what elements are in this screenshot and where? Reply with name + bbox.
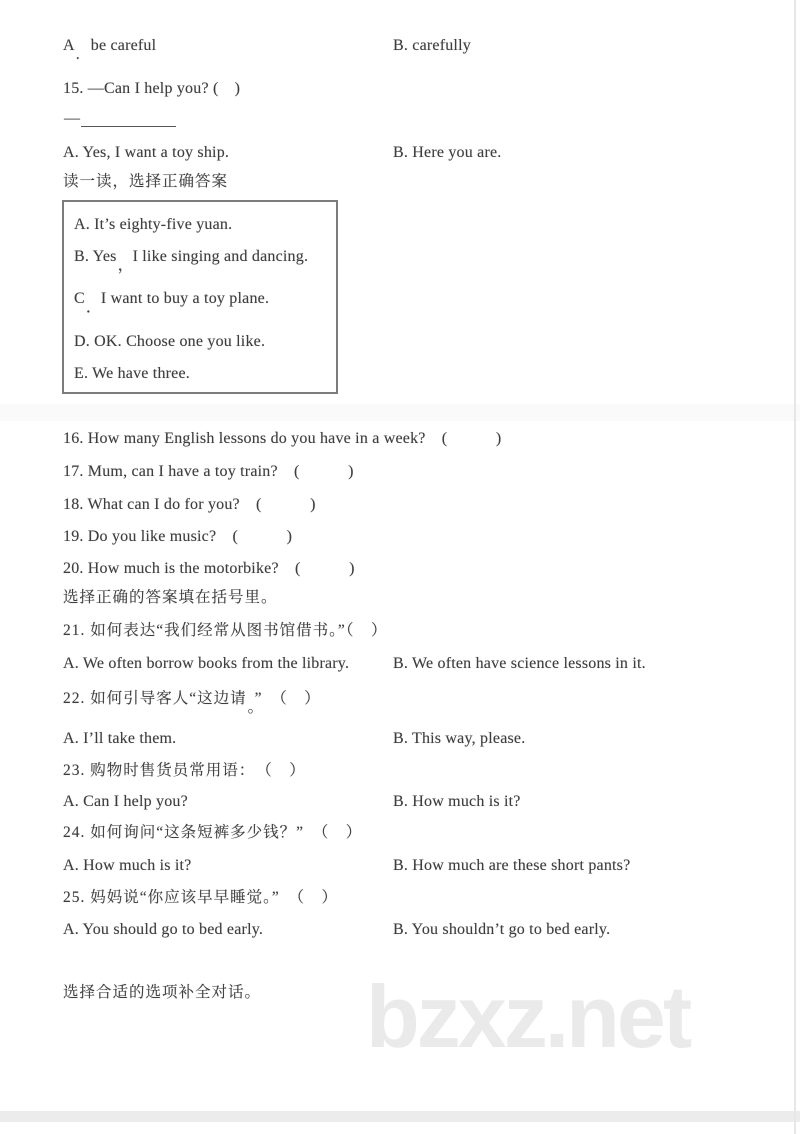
- option-23-a: A. Can I help you?: [63, 793, 188, 810]
- question-15-answer-blank: [64, 109, 176, 128]
- instruction-fill-bracket: 选择正确的答案填在括号里。: [63, 589, 278, 606]
- watermark: bzxz.net: [366, 967, 690, 1066]
- option-25-b: B. You shouldn’t go to bed early.: [393, 921, 611, 938]
- option-22-a: A. I’ll take them.: [63, 730, 177, 747]
- answer-underline: [81, 125, 176, 127]
- box-option-d: D. OK. Choose one you like.: [74, 333, 266, 350]
- option-14-a-dropped-period: .: [75, 46, 80, 63]
- question-21: 21. 如何表达“我们经常从图书馆借书。”（ ）: [63, 622, 388, 639]
- option-24-a: A. How much is it?: [63, 857, 192, 874]
- option-22-b: B. This way, please.: [393, 730, 526, 747]
- box-option-b: [74, 247, 309, 274]
- question-22-post: ” （ ）: [254, 690, 321, 707]
- box-option-a: A. It’s eighty-five yuan.: [74, 216, 233, 233]
- option-14-a: [63, 36, 157, 63]
- page-separator: [0, 1111, 800, 1122]
- question-25: 25. 妈妈说“你应该早早睡觉。” （ ）: [63, 889, 339, 906]
- question-23: 23. 购物时售货员常用语： （ ）: [63, 762, 306, 779]
- box-option-e: E. We have three.: [74, 365, 190, 382]
- question-18: 18. What can I do for you? ( ): [63, 496, 316, 513]
- question-20: 20. How much is the motorbike? ( ): [63, 560, 355, 577]
- question-24: 24. 如何询问“这条短裤多少钱？” （ ）: [63, 824, 363, 841]
- box-option-b-dropped-comma: ，: [117, 257, 134, 274]
- box-option-c: [74, 289, 270, 316]
- answer-option-box: [62, 200, 338, 394]
- box-option-b-post: I like singing and dancing.: [132, 248, 309, 265]
- option-15-a: A. Yes, I want a toy ship.: [63, 144, 230, 161]
- option-25-a: A. You should go to bed early.: [63, 921, 264, 938]
- option-21-b: B. We often have science lessons in it.: [393, 655, 646, 672]
- option-24-b: B. How much are these short pants?: [393, 857, 631, 874]
- question-19: 19. Do you like music? ( ): [63, 528, 293, 545]
- box-option-b-pre: B. Yes: [74, 248, 117, 265]
- question-17: 17. Mum, can I have a toy train? ( ): [63, 463, 354, 480]
- option-15-b: B. Here you are.: [393, 144, 502, 161]
- option-14-a-letter: A: [63, 37, 75, 54]
- option-14-b: B. carefully: [393, 37, 471, 54]
- option-21-a: A. We often borrow books from the library.: [63, 655, 350, 672]
- box-option-c-letter: C: [74, 290, 85, 307]
- instruction-complete-dialog: 选择合适的选项补全对话。: [63, 984, 262, 1001]
- question-15: 15. —Can I help you? ( ): [63, 80, 241, 97]
- answer-dash: —: [64, 110, 81, 127]
- option-23-b: B. How much is it?: [393, 793, 521, 810]
- question-16: 16. How many English lessons do you have in a week? ( ): [63, 430, 502, 447]
- box-option-c-dropped-period: ．: [85, 299, 103, 316]
- page-right-edge: [794, 0, 796, 1134]
- question-22: [63, 689, 321, 716]
- box-option-c-text: I want to buy a toy plane.: [100, 290, 270, 307]
- question-22-dropped-period: 。: [247, 699, 265, 716]
- option-14-a-text: be careful: [90, 37, 157, 54]
- scan-artifact-band: [0, 404, 800, 421]
- question-22-pre: 22. 如何引导客人“这边请: [63, 690, 247, 707]
- instruction-read-choose: 读一读，选择正确答案: [63, 173, 229, 190]
